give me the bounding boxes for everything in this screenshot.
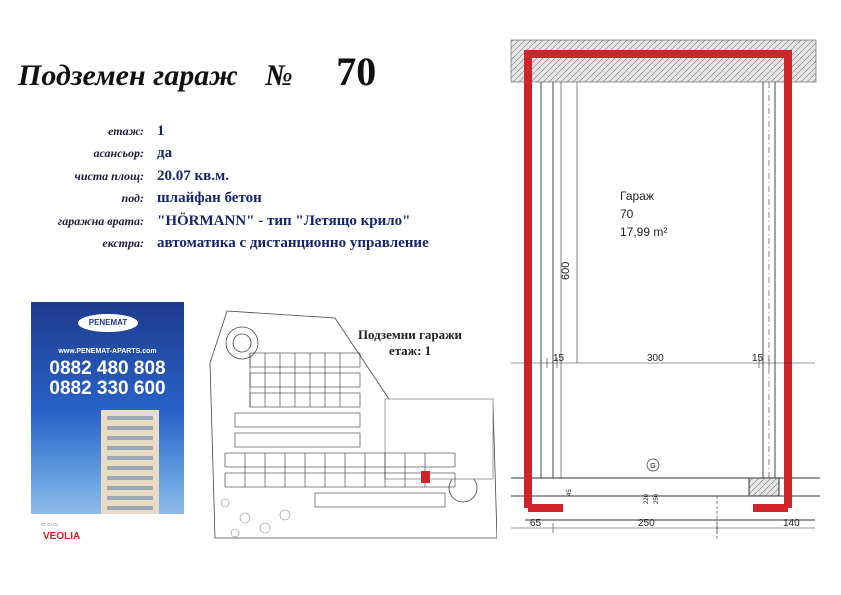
properties-list	[40, 120, 429, 255]
landscape	[221, 499, 290, 537]
dimension-wall-left: 15	[553, 353, 565, 364]
garage-highlight-outline	[528, 54, 788, 508]
page-title	[18, 48, 376, 95]
property-row	[40, 233, 429, 256]
property-label: гаражна врата:	[57, 213, 144, 228]
property-row	[40, 210, 429, 233]
building-image	[101, 410, 159, 530]
dimension-small: 220	[644, 493, 650, 504]
small-print: ▭ ▭ ▭	[41, 522, 58, 528]
floor-plan-drawing	[505, 30, 825, 590]
dimension-inner-width: 300	[647, 353, 664, 364]
advertisement-banner	[31, 302, 184, 548]
room-area: 17,99 m²	[620, 225, 668, 239]
dimension-small: 45	[567, 489, 573, 496]
room-name: Гараж	[620, 189, 654, 203]
dimension-lines	[511, 82, 815, 540]
property-label: етаж:	[108, 123, 144, 138]
site-plan-title	[340, 327, 480, 359]
property-row	[40, 120, 429, 143]
site-plan-title-line1: Подземни гаражи	[357, 327, 463, 342]
grid-label: G	[650, 463, 656, 470]
room-number: 70	[620, 207, 634, 221]
property-row	[40, 188, 429, 211]
property-value: 20.07 кв.м.	[157, 167, 229, 184]
phone-number: 0882 330 600	[49, 378, 166, 399]
property-value: "HÖRMANN" - тип "Летящо крило"	[157, 212, 411, 229]
dimension-depth: 600	[560, 261, 572, 280]
dimension-wall-right: 15	[752, 353, 764, 364]
ramp-circle	[226, 327, 258, 359]
property-value: да	[157, 145, 173, 162]
title-text: Подземен гараж	[18, 59, 238, 92]
property-row	[40, 143, 429, 166]
dimension-bottom-center: 250	[638, 518, 655, 529]
number-sign: №	[265, 59, 293, 92]
garage-70-marker	[421, 471, 430, 483]
column	[749, 478, 779, 496]
property-row	[40, 165, 429, 188]
ceiling-slab	[511, 40, 816, 82]
website-url: www.PENEMAT-APARTS.com	[58, 348, 157, 355]
property-label: под:	[121, 191, 144, 206]
property-value: шлайфан бетон	[157, 190, 262, 207]
property-label: асансьор:	[93, 146, 144, 161]
sponsor-logo: VEOLIA	[43, 531, 81, 542]
property-label: чиста площ:	[74, 168, 144, 183]
brand-logo: PENEMAT	[78, 314, 138, 332]
ramp-circle-inner	[233, 334, 251, 352]
phone-number: 0882 480 808	[49, 358, 166, 379]
dimension-bottom-left: 65	[530, 518, 542, 529]
walls	[511, 82, 820, 520]
garage-number: 70	[336, 49, 377, 94]
property-value: автоматика с дистанционно управление	[157, 235, 429, 252]
property-label: екстра:	[102, 236, 144, 251]
site-plan-title-line2: етаж: 1	[388, 343, 432, 358]
property-value: 1	[157, 122, 165, 139]
dimension-bottom-right: 140	[783, 518, 800, 529]
dimension-small: 250	[654, 493, 660, 504]
